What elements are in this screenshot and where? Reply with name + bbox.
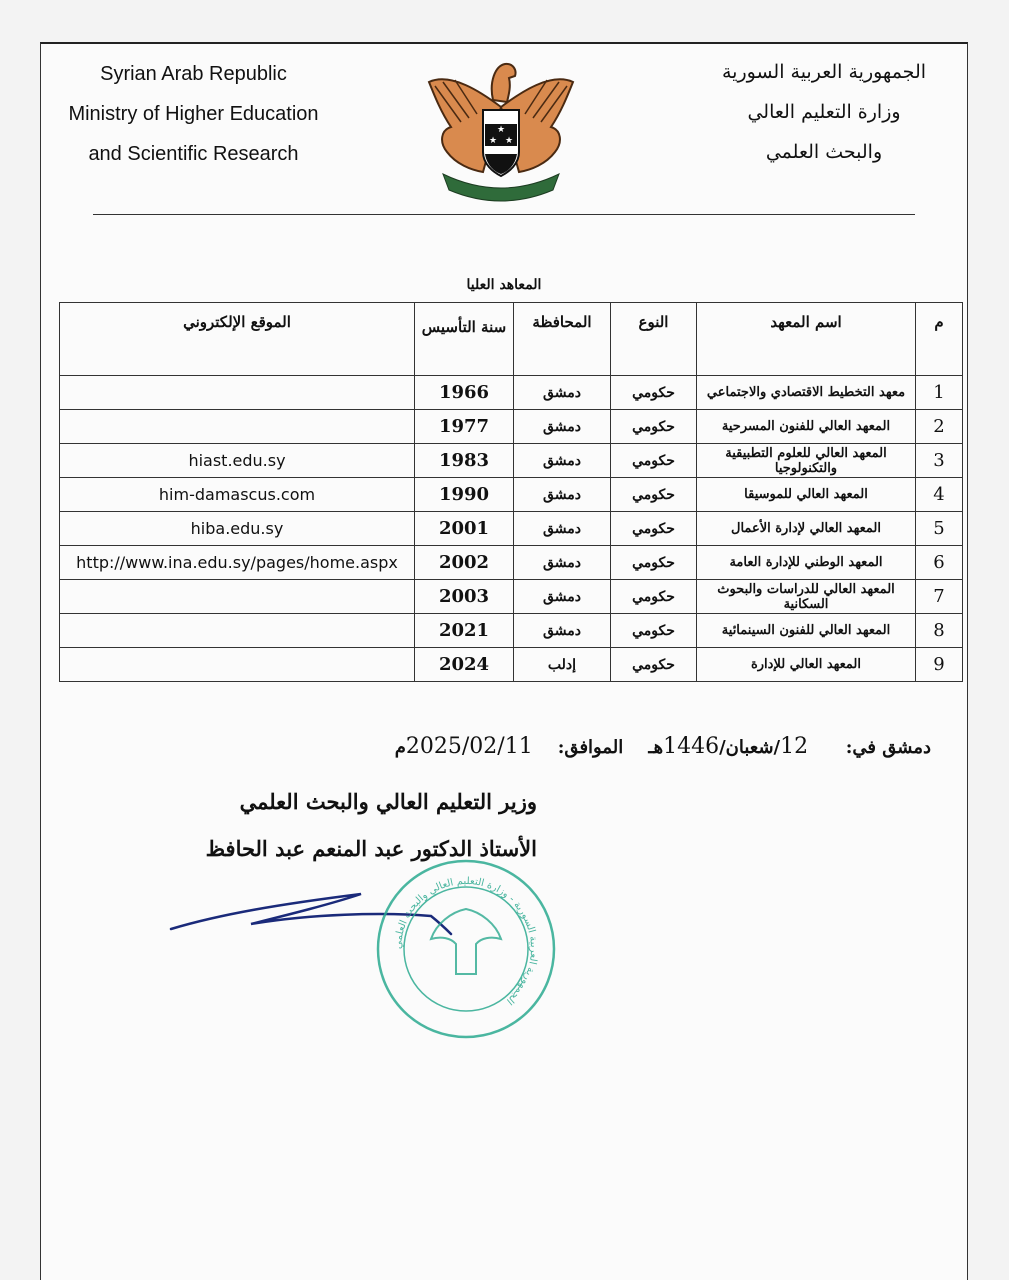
english-header-line-1: Syrian Arab Republic [100,63,287,85]
arabic-header-line-1: الجمهورية العربية السورية [721,61,927,83]
institute-governorate: إدلب [514,648,611,682]
founding-year: 1966 [415,376,514,410]
table-row [60,580,963,614]
institutes-table [59,302,963,682]
table-row [60,546,963,580]
date-line [395,734,931,759]
row-number: 4 [916,478,963,512]
institute-type: حكومي [611,444,697,478]
institute-website[interactable]: him-damascus.com [60,478,415,512]
institute-website [60,410,415,444]
institute-governorate: دمشق [514,478,611,512]
founding-year: 1990 [415,478,514,512]
institute-website [60,376,415,410]
institute-type: حكومي [611,410,697,444]
institute-name: المعهد العالي للعلوم التطبيقية والتكنولوجيا [697,444,916,478]
founding-year: 2001 [415,512,514,546]
institute-name: المعهد العالي للفنون السينمائية [697,614,916,648]
header-year: سنة التأسيس [415,303,514,376]
institute-website [60,648,415,682]
institute-name: المعهد العالي لإدارة الأعمال [697,512,916,546]
table-row [60,648,963,682]
founding-year: 2024 [415,648,514,682]
table-row [60,444,963,478]
founding-year: 2002 [415,546,514,580]
institute-type: حكومي [611,478,697,512]
header-num: م [916,303,963,376]
institute-name: المعهد العالي للفنون المسرحية [697,410,916,444]
institute-type: حكومي [611,614,697,648]
institute-name: المعهد العالي للدراسات والبحوث السكانية [697,580,916,614]
row-number: 3 [916,444,963,478]
row-number: 8 [916,614,963,648]
row-number: 1 [916,376,963,410]
row-number: 9 [916,648,963,682]
institute-type: حكومي [611,546,697,580]
svg-text:★: ★ [488,136,498,146]
svg-text:★: ★ [496,125,506,135]
hijri-year: 1446 [663,734,720,759]
institute-type: حكومي [611,580,697,614]
institute-website [60,614,415,648]
institute-governorate: دمشق [514,410,611,444]
table-row [60,376,963,410]
stamp-text: الجمهورية العربية السورية - وزارة التعليم العالي والبحث العلمي [392,875,540,1007]
date-label: دمشق في: [845,737,931,758]
gregorian-suffix: م [394,737,406,758]
muwafiq-label: الموافق: [557,737,624,758]
svg-text:★: ★ [504,136,514,146]
arabic-header [709,52,939,172]
signatory-title: وزير التعليم العالي والبحث العلمي [239,789,537,814]
institute-name: المعهد العالي للموسيقا [697,478,916,512]
institute-website[interactable]: hiba.edu.sy [60,512,415,546]
institute-website [60,580,415,614]
arabic-header-line-2: وزارة التعليم العالي [747,101,901,123]
founding-year: 1983 [415,444,514,478]
institute-name: معهد التخطيط الاقتصادي والاجتماعي [697,376,916,410]
hijri-day: 12 [780,734,809,759]
institute-type: حكومي [611,376,697,410]
table-row [60,512,963,546]
hijri-suffix: هـ [648,737,664,758]
founding-year: 2021 [415,614,514,648]
institute-governorate: دمشق [514,580,611,614]
row-number: 7 [916,580,963,614]
header-name: اسم المعهد [697,303,916,376]
institute-type: حكومي [611,648,697,682]
table-title: المعاهد العليا [466,277,542,293]
document-page [40,42,968,1280]
english-header [51,54,336,174]
institute-name: المعهد الوطني للإدارة العامة [697,546,916,580]
header-web: الموقع الإلكتروني [60,303,415,376]
table-row [60,614,963,648]
hijri-month: /شعبان/ [719,737,781,758]
founding-year: 1977 [415,410,514,444]
header-gov: المحافظة [514,303,611,376]
table-row [60,410,963,444]
row-number: 5 [916,512,963,546]
table-header-row [60,303,963,376]
table-row [60,478,963,512]
header-divider [93,214,915,215]
institute-website[interactable]: hiast.edu.sy [60,444,415,478]
institute-governorate: دمشق [514,614,611,648]
institute-website[interactable]: http://www.ina.edu.sy/pages/home.aspx [60,546,415,580]
english-header-line-3: and Scientific Research [88,143,299,165]
row-number: 6 [916,546,963,580]
english-header-line-2: Ministry of Higher Education [68,103,319,125]
syrian-eagle-emblem-icon [421,52,581,202]
institute-name: المعهد العالي للإدارة [697,648,916,682]
institute-governorate: دمشق [514,512,611,546]
institute-governorate: دمشق [514,376,611,410]
official-stamp-icon [371,854,561,1044]
institute-governorate: دمشق [514,444,611,478]
header-type: النوع [611,303,697,376]
signatory-name: الأستاذ الدكتور عبد المنعم عبد الحافظ [205,836,537,861]
arabic-header-line-3: والبحث العلمي [765,141,883,163]
institute-type: حكومي [611,512,697,546]
institute-governorate: دمشق [514,546,611,580]
gregorian-date: 2025/02/11 [405,734,533,759]
row-number: 2 [916,410,963,444]
founding-year: 2003 [415,580,514,614]
